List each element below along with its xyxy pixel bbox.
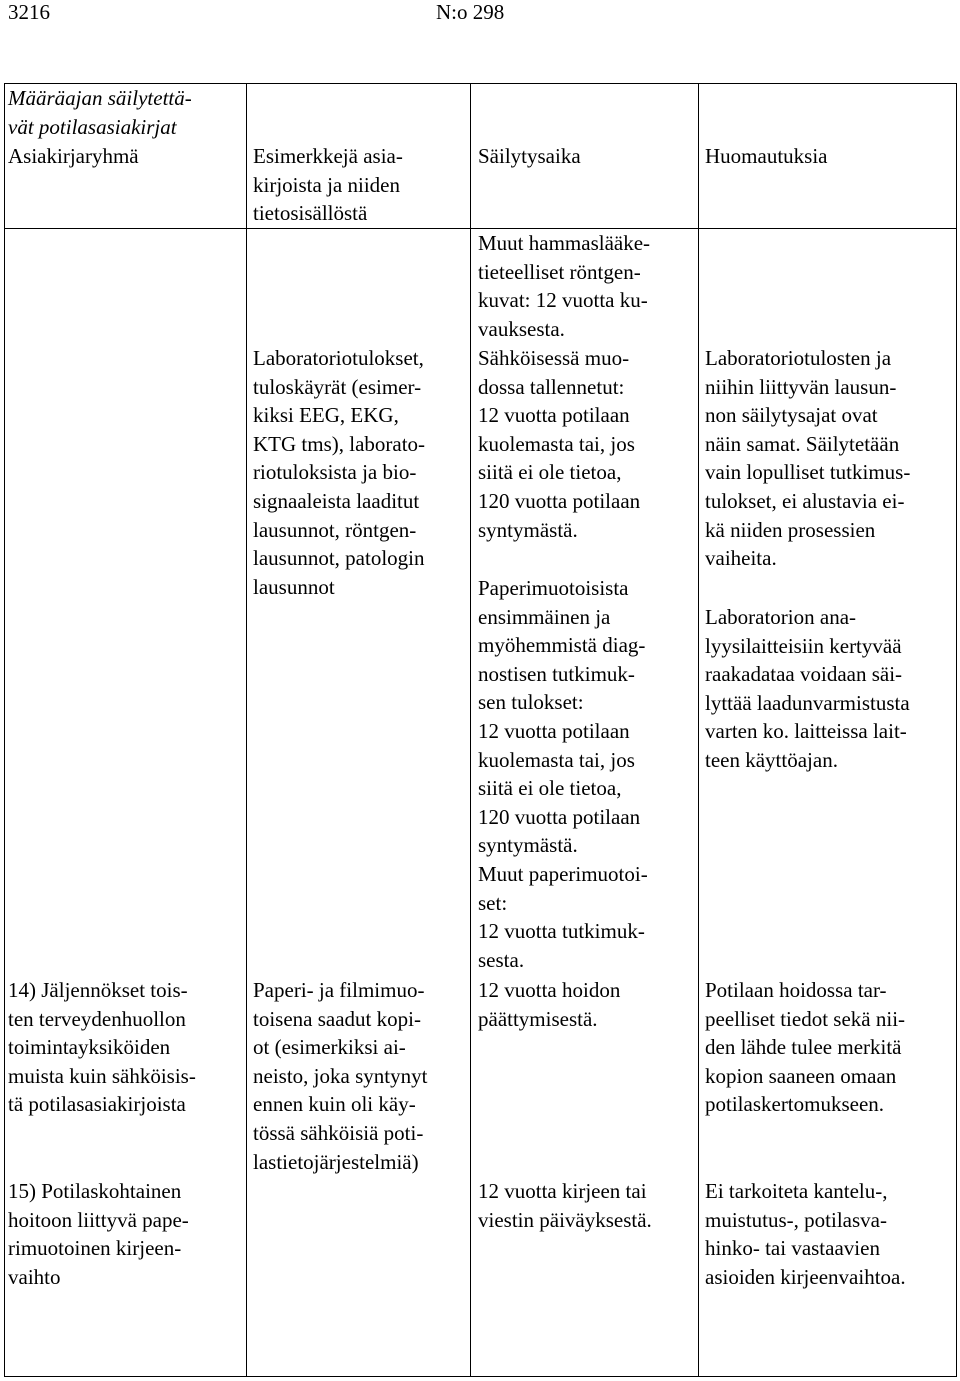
column-divider <box>246 84 247 1376</box>
column-header-group: Asiakirjaryhmä <box>8 144 139 168</box>
group-item-14: 14) Jäljennökset tois- ten terveydenhuollon toimintayksiköiden muista kuin sähköisis- tä potilasasiakirjoista <box>8 978 196 1117</box>
notes-item-14: Potilaan hoidossa tar- peelliset tiedot sekä nii- den lähde tulee merkitä kopion saaneen omaan potilaskertomukseen. <box>705 978 906 1117</box>
issue-number: N:o 298 <box>436 0 505 24</box>
retention-laboratory-paper: Paperimuotoisista ensimmäinen ja myöhemmistä diag- nostisen tutkimuk- sen tulokset: 12 vuotta potilaan kuolemasta tai, jos siitä ei ole tietoa, 120 vuotta potilaan syntymästä. Muut paperimuotoi- set: 12 vuotta tutkimuk- sesta. <box>478 576 648 972</box>
column-divider <box>470 84 471 1376</box>
column-divider <box>698 84 699 1376</box>
page-number: 3216 <box>8 0 50 24</box>
section-title: Määräajan säilytettä- vät potilasasiakirjat <box>8 86 192 139</box>
page-header <box>0 0 960 30</box>
retention-laboratory-electronic: Sähköisessä muo- dossa tallennetut: 12 vuotta potilaan kuolemasta tai, jos siitä ei ole tietoa, 120 vuotta potilaan syntymästä. <box>478 346 641 542</box>
retention-dental-xray: Muut hammaslääke- tieteelliset röntgen- kuvat: 12 vuotta ku- vauksesta. <box>478 231 651 341</box>
notes-item-15: Ei tarkoiteta kantelu-, muistutus-, potilasva- hinko- tai vastaavien asioiden kirjeenvaihtoa. <box>705 1179 906 1289</box>
column-header-retention: Säilytysaika <box>478 144 581 168</box>
examples-item-14: Paperi- ja filmimuo- toisena saadut kopi- ot (esimerkiksi ai- neisto, joka syntynyt ennen kuin oli käy- tössä sähköisiä poti- lastietojärjestelmiä) <box>253 978 428 1174</box>
retention-item-15: 12 vuotta kirjeen tai viestin päiväyksestä. <box>478 1179 652 1232</box>
notes-laboratory: Laboratoriotulosten ja niihin liittyvän lausun- non säilytysajat ovat näin samat. Säilytetään vain lopulliset tutkimus- tulokset, ei alustavia ei- kä niiden prosessien vaiheita. <box>705 346 911 571</box>
column-header-examples: Esimerkkejä asia- kirjoista ja niiden tietosisällöstä <box>253 144 403 226</box>
group-item-15: 15) Potilaskohtainen hoitoon liittyvä pape- rimuotoinen kirjeen- vaihto <box>8 1179 189 1289</box>
notes-laboratory-raw-data: Laboratorion ana- lyysilaitteisiin kertyvää raakadataa voidaan säi- lyttää laadunvarmistusta varten ko. laitteissa lait- teen käyttöajan. <box>705 605 910 772</box>
retention-item-14: 12 vuotta hoidon päättymisestä. <box>478 978 621 1031</box>
column-header-notes: Huomautuksia <box>705 144 828 168</box>
examples-laboratory: Laboratoriotulokset, tuloskäyrät (esimer- kiksi EEG, EKG, KTG tms), laborato- riotuloksista ja bio- signaaleista laaditut lausunnot, röntgen- lausunnot, patologin lausunnot <box>253 346 426 599</box>
